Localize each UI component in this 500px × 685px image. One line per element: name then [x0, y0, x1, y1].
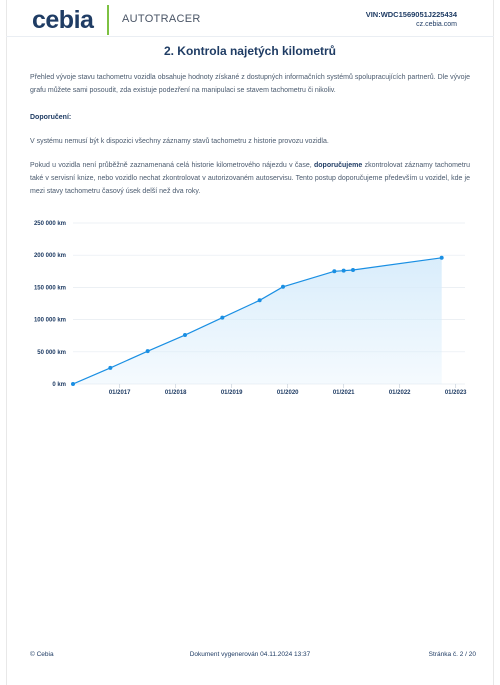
data-point: [342, 269, 346, 273]
section-title: 2. Kontrola najetých kilometrů: [163, 44, 337, 58]
intro-paragraph: Přehled vývoje stavu tachometru vozidla obsahuje hodnoty získané z dostupných informačních systémů spolupracujících partnerů. Dle vývoje grafu můžete sami posoudit, zda existuje podezření na manipulaci se stavem tachometru či nikoliv.: [30, 74, 470, 94]
data-point: [220, 316, 224, 320]
x-tick-label: 01/2019: [220, 390, 243, 396]
site-link[interactable]: cz.cebia.com: [416, 21, 457, 28]
x-tick-label: 01/2021: [332, 390, 355, 396]
y-tick-label: 50 000 km: [37, 349, 66, 356]
data-point: [183, 333, 187, 337]
advice-emphasis: doporučujeme: [314, 162, 363, 169]
header-divider: [6, 36, 494, 37]
data-point: [351, 268, 355, 272]
advice-paragraph: [30, 159, 470, 198]
vin-label: VIN:WDC1569051J225434: [365, 10, 457, 19]
footer-page-number: Stránka č. 2 / 20: [428, 651, 476, 658]
x-tick-label: 01/2017: [108, 390, 131, 396]
x-tick-label: 01/2022: [388, 390, 411, 396]
recommendation-heading: Doporučení:: [30, 114, 72, 121]
advice-text-2: zkontrolovat záznamy tachometru také v servisní knize, nebo vozidlo nechat zkontrolovat v autorizovaném autoservisu. Tento postup doporučujeme především u vozidel, kde je mezi stavy tachometru časový úsek delší než dva roky.: [30, 162, 470, 195]
x-tick-label: 01/2023: [444, 390, 467, 396]
footer-generated: Dokument vygenerován 04.11.2024 13:37: [189, 651, 311, 658]
data-point: [108, 366, 112, 370]
data-point: [440, 256, 444, 260]
series-area-fill: [73, 258, 442, 384]
recommendation-text: V systému nemusí být k dispozici všechny záznamy stavů tachometru z historie provozu vozidla.: [30, 138, 329, 145]
y-tick-label: 250 000 km: [33, 221, 66, 227]
y-tick-label: 100 000 km: [33, 317, 66, 324]
product-name: AUTOTRACER: [122, 13, 201, 25]
y-tick-label: 200 000 km: [33, 253, 66, 260]
y-tick-label: 150 000 km: [33, 285, 66, 292]
footer-copyright: © Cebia: [30, 651, 54, 658]
data-point: [281, 285, 285, 289]
data-point: [258, 298, 262, 302]
data-point: [71, 382, 75, 386]
logo-divider: [107, 5, 109, 35]
odometer-chart: [20, 213, 480, 403]
advice-text-1: Pokud u vozidla není průběžně zaznamenaná celá historie kilometrového nájezdu v čase,: [30, 162, 314, 169]
data-point: [146, 349, 150, 353]
x-tick-label: 01/2020: [276, 390, 299, 396]
y-tick-label: 0 km: [52, 382, 66, 388]
cebia-logo: cebia: [32, 6, 94, 34]
data-point: [332, 269, 336, 273]
x-tick-label: 01/2018: [164, 390, 187, 396]
